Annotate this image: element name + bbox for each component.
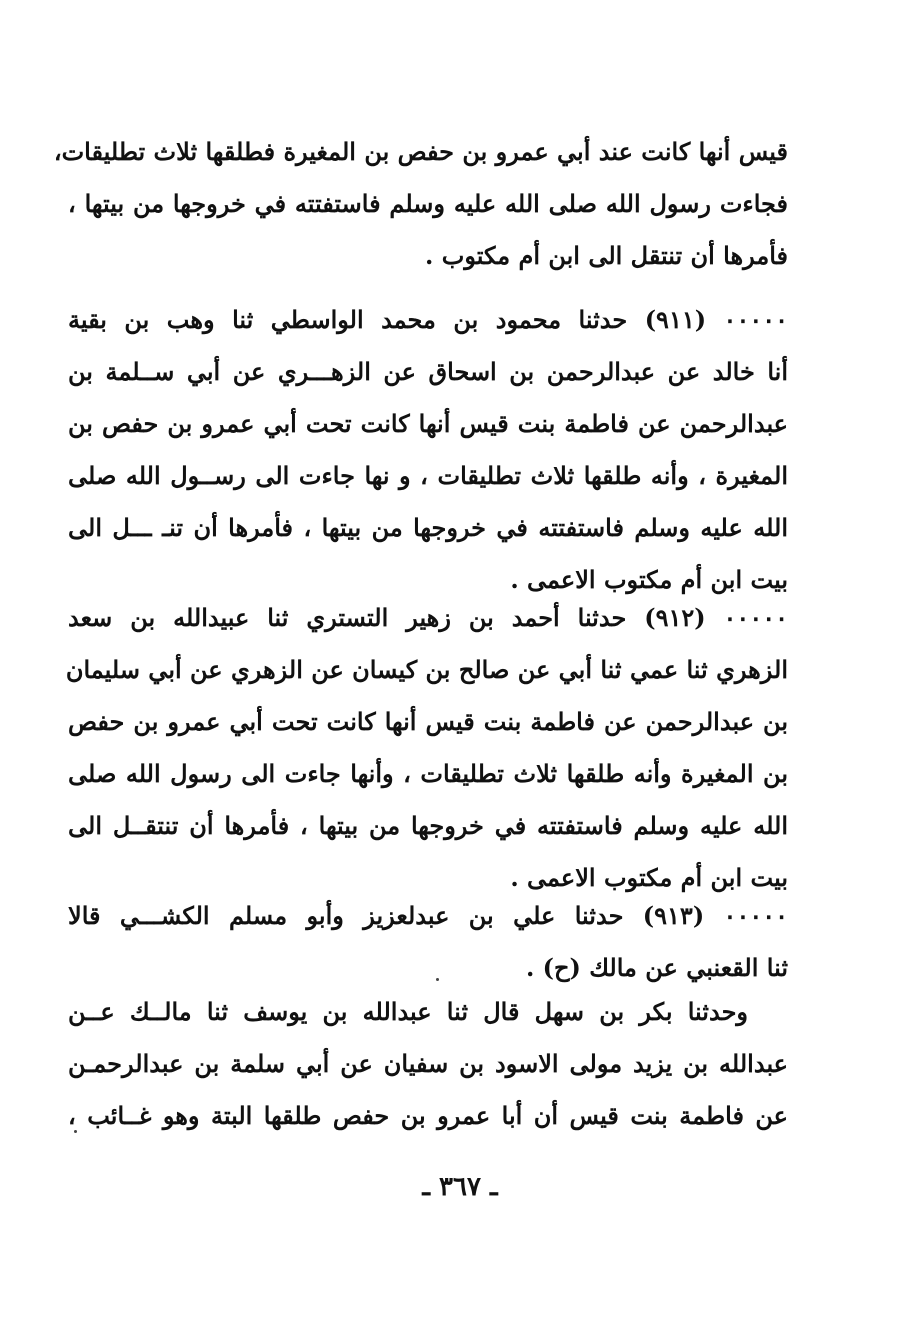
text-line: عبدالرحمن عن فاطمة بنت قيس أنها كانت تحت أبي عمرو بن حفص بن [68,409,788,438]
text-line: بن عبدالرحمن عن فاطمة بنت قيس أنها كانت تحت أبي عمرو بن حفص [68,707,788,736]
text-line: بيت ابن أم مكتوب الاعمى . [510,863,788,892]
page-number: ـ ٣٦٧ ـ [422,1172,498,1202]
text-line: بيت ابن أم مكتوب الاعمى . [510,565,788,594]
text-line: عن فاطمة بنت قيس أن أبا عمرو بن حفص طلقها البتة وهو غــائب ، [68,1101,788,1130]
text-line: بن المغيرة وأنه طلقها ثلاث تطليقات ، وأنها جاءت الى رسول الله صلى [68,759,788,788]
text-line: الزهري ثنا عمي ثنا أبي عن صالح بن كيسان عن الزهري عن أبي سليمان [65,655,788,684]
text-line: أنا خالد عن عبدالرحمن بن اسحاق عن الزهـــري عن أبي ســلمة بن [68,357,788,386]
hadith-913-second-chain [68,986,788,1142]
text-line: وحدثنا بكر بن سهل قال ثنا عبدالله بن يوسف ثنا مالــك عــن [68,997,748,1026]
hadith-913 [68,890,788,994]
hadith-911 [68,294,788,606]
text-line: فأمرها أن تنتقل الى ابن أم مكتوب . [425,241,788,270]
scan-speck [74,1130,77,1133]
text-line: ٠٠٠٠٠ (٩١٢) حدثنا أحمد بن زهير التستري ثنا عبيدالله بن سعد [68,603,788,632]
text-line: الله عليه وسلم فاستفتته في خروجها من بيتها ، فأمرها أن تنـ ـــل الى [68,513,788,542]
text-line: الله عليه وسلم فاستفتته في خروجها من بيتها ، فأمرها أن تنتقــل الى [68,811,788,840]
text-line: فجاءت رسول الله صلى الله عليه وسلم فاستفتته في خروجها من بيتها ، [68,189,788,218]
text-line: ثنا القعنبي عن مالك (ح) . [525,953,788,982]
scan-speck [436,978,439,981]
text-line: قيس أنها كانت عند أبي عمرو بن حفص بن المغيرة فطلقها ثلاث تطليقات، [53,137,788,166]
text-line: ٠٠٠٠٠ (٩١١) حدثنا محمود بن محمد الواسطي ثنا وهب بن بقية [68,305,788,334]
text-line: عبدالله بن يزيد مولى الاسود بن سفيان عن أبي سلمة بن عبدالرحمـن [68,1049,789,1078]
text-line: ٠٠٠٠٠ (٩١٣) حدثنا علي بن عبدلعزيز وأبو مسلم الكشـــي قالا [68,901,788,930]
text-line: المغيرة ، وأنه طلقها ثلاث تطليقات ، و نها جاءت الى رســول الله صلى [68,461,788,490]
paragraph-continuation [53,126,788,282]
hadith-912 [65,592,788,904]
